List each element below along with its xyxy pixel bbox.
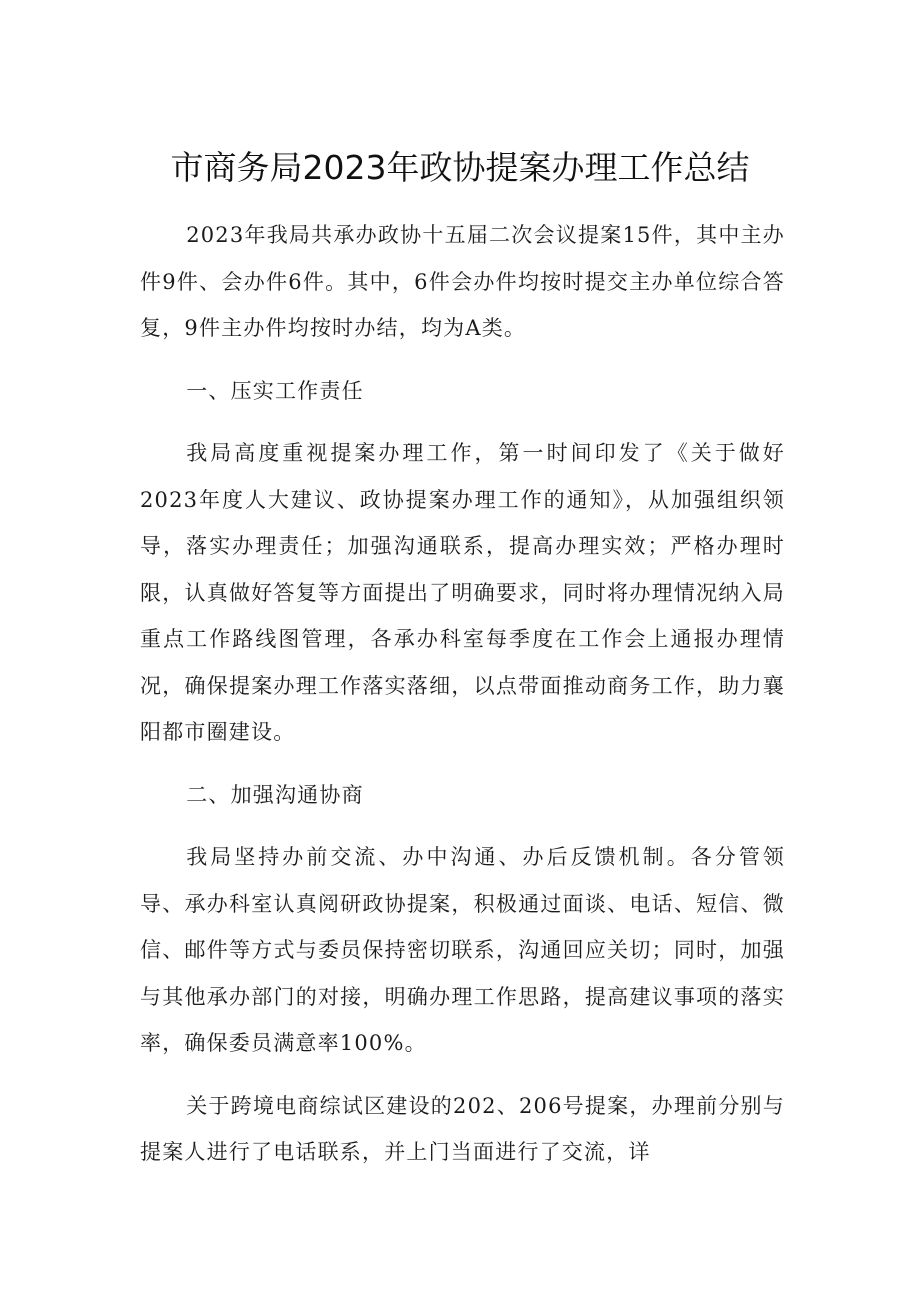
section-heading-2: 二、加强沟通协商 bbox=[186, 782, 364, 807]
document-body bbox=[140, 212, 785, 1184]
section-2-paragraph: 我局坚持办前交流、办中沟通、办后反馈机制。各分管领导、承办科室认真阅研政协提案，积极通过面谈、电话、短信、微信、邮件等方式与委员保持密切联系，沟通回应关切；同时，加强与其他承办部门的对接，明确办理工作思路，提高建议事项的落实率，确保委员满意率100%。 bbox=[140, 845, 785, 1055]
intro-paragraph: 2023年我局共承办政协十五届二次会议提案15件，其中主办件9件、会办件6件。其中，6件会办件均按时提交主办单位综合答复，9件主办件均按时办结，均为A类。 bbox=[140, 223, 785, 340]
section-2-paragraph-2: 关于跨境电商综试区建设的202、206号提案，办理前分别与提案人进行了电话联系，并上门当面进行了交流，详 bbox=[140, 1093, 785, 1164]
section-heading-1: 一、压实工作责任 bbox=[186, 378, 364, 403]
document-title: 市商务局2023年政协提案办理工作总结 bbox=[170, 148, 750, 187]
section-1-paragraph: 我局高度重视提案办理工作，第一时间印发了《关于做好2023年度人大建议、政协提案办理工作的通知》，从加强组织领导，落实办理责任；加强沟通联系，提高办理实效；严格办理时限，认真做好答复等方面提出了明确要求，同时将办理情况纳入局重点工作路线图管理，各承办科室每季度在工作会上通报办理情况，确保提案办理工作落实落细，以点带面推动商务工作，助力襄阳都市圈建设。 bbox=[140, 441, 785, 744]
